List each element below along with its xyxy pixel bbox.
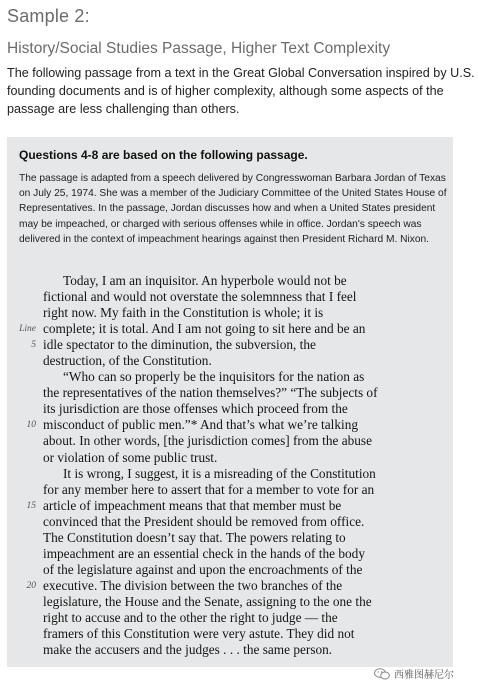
passage-line-text: of the legislature against and upon the encroachments of the <box>43 561 363 577</box>
passage-line-text: the representatives of the nation themselves?” “The subjects of <box>43 385 378 401</box>
passage-line <box>7 610 453 626</box>
passage-line <box>7 433 453 449</box>
passage-line <box>7 401 453 417</box>
line-number: Line <box>19 324 36 335</box>
passage-line <box>7 305 453 321</box>
passage-line-text: executive. The division between the two branches of the <box>43 577 343 593</box>
line-number: 10 <box>26 420 36 431</box>
passage-line-text: about. In other words, [the jurisdiction comes] from the abuse <box>43 433 373 449</box>
passage-line-text: destruction, of the Constitution. <box>43 353 212 369</box>
sub-title: History/Social Studies Passage, Higher Text Complexity <box>7 40 391 57</box>
passage-line <box>7 482 453 498</box>
passage-line <box>7 626 453 642</box>
line-number: 5 <box>31 340 36 351</box>
passage-line <box>7 530 453 546</box>
passage-line-text: make the accusers and the judges . . . the same person. <box>43 642 333 658</box>
passage-line <box>7 273 453 289</box>
passage-line <box>7 369 453 385</box>
passage-line <box>7 498 453 514</box>
passage-line <box>7 321 453 337</box>
passage-line-text: right now. My faith in the Constitution is whole; it is <box>43 305 324 321</box>
passage-line <box>7 594 453 610</box>
question-heading: Questions 4-8 are based on the following passage. <box>19 148 308 162</box>
passage-line <box>7 466 453 482</box>
passage-line <box>7 514 453 530</box>
passage-line <box>7 642 453 658</box>
wechat-icon <box>374 668 390 680</box>
passage-line <box>7 450 453 466</box>
sample-title: Sample 2: <box>7 6 90 26</box>
passage-line-text: or violation of some public trust. <box>43 449 218 465</box>
line-number: 20 <box>26 580 36 591</box>
passage-line-text: complete; it is total. And I am not going to sit here and be an <box>43 321 366 337</box>
passage-line <box>7 417 453 433</box>
passage-line-text: convinced that the President should be removed from office. <box>43 513 365 529</box>
passage-line <box>7 578 453 594</box>
passage-line <box>7 337 453 353</box>
passage-line <box>7 385 453 401</box>
passage-line-text: framers of this Constitution were very astute. They did not <box>43 626 355 642</box>
passage-line-text: misconduct of public men.”* And that’s what we’re talking <box>43 417 358 433</box>
passage-line-text: for any member here to assert that for a member to vote for an <box>43 481 375 497</box>
passage-line-text: its jurisdiction are those offenses which proceed from the <box>43 401 348 417</box>
passage-line-text: “Who can so properly be the inquisitors for the nation as <box>63 369 365 385</box>
intro-paragraph: The following passage from a text in the Great Global Conversation inspired by U.S. founding documents and is of higher complexity, although some aspects of the passage are less challenging than others. <box>7 66 475 116</box>
passage-line-text: It is wrong, I suggest, it is a misreading of the Constitution <box>63 465 376 481</box>
passage-line-text: article of impeachment means that that member must be <box>43 497 342 513</box>
passage-line-text: legislature, the House and the Senate, assigning to the one the <box>43 593 372 609</box>
watermark <box>374 666 454 681</box>
passage-line-text: fictional and would not overstate the solemnness that I feel <box>43 289 357 305</box>
passage-line-text: Today, I am an inquisitor. An hyperbole would not be <box>63 273 347 288</box>
passage-line <box>7 562 453 578</box>
passage-panel <box>7 137 453 667</box>
passage-line <box>7 289 453 305</box>
line-number: 15 <box>26 500 36 511</box>
passage-line <box>7 546 453 562</box>
passage-line-text: right to accuse and to the other the right to judge — the <box>43 609 338 625</box>
passage-line-text: impeachment are an essential check in the hands of the body <box>43 545 365 561</box>
passage-text <box>7 273 453 658</box>
passage-context: The passage is adapted from a speech delivered by Congresswoman Barbara Jordan of Texas on July 25, 1974. She was a member of the Judiciary Committee of the United States House of Representatives. In the passage, Jordan discusses how and when a United States president may be impeached, or charged with serious offenses while in office. Jordan's speech was delivered in the context of impeachment hearings against then President Richard M. Nixon. <box>19 173 447 245</box>
passage-line <box>7 353 453 369</box>
passage-line-text: idle spectator to the diminution, the subversion, the <box>43 337 316 353</box>
watermark-text: 西雅图赫尼尔 <box>394 670 454 681</box>
passage-line-text: The Constitution doesn’t say that. The powers relating to <box>43 529 346 545</box>
